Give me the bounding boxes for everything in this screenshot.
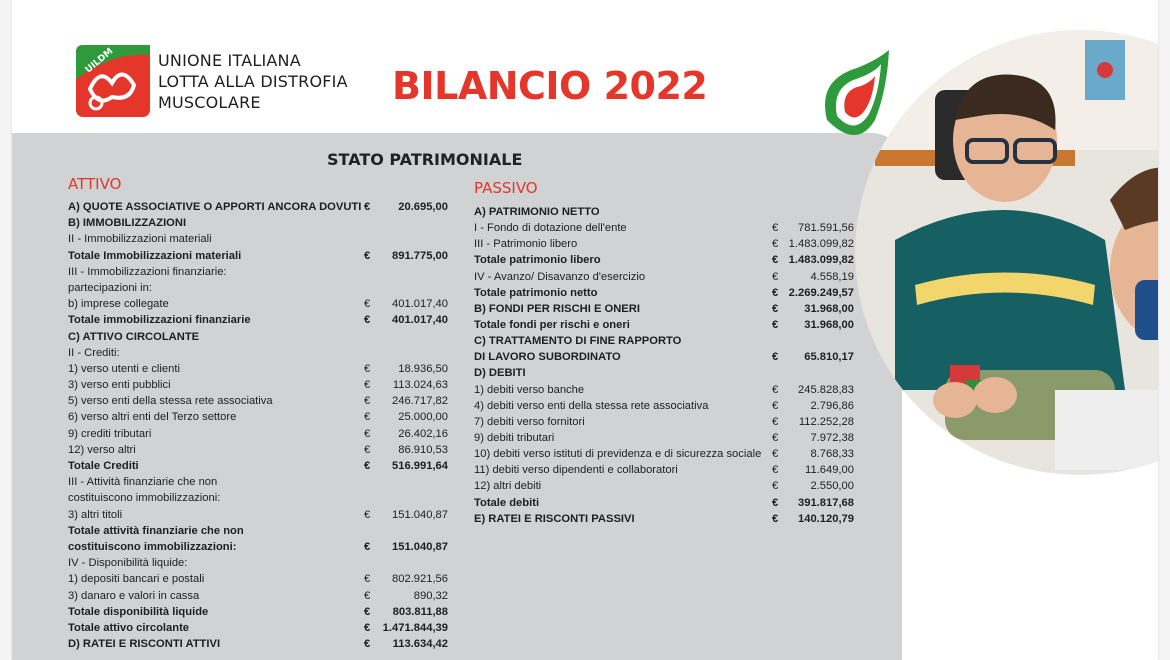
attivo-row-amount: 151.040,87 — [392, 508, 448, 521]
document-title: BILANCIO 2022 — [392, 64, 708, 108]
passivo-row-amount: 1.483.099,82 — [788, 254, 854, 267]
passivo-row-amount: 31.968,00 — [804, 318, 854, 331]
passivo-row — [474, 349, 854, 365]
attivo-row-currency: € — [364, 201, 371, 213]
attivo-row-amount: 25.000,00 — [398, 411, 448, 424]
attivo-row-amount: 1.471.844,39 — [382, 621, 448, 634]
attivo-row-amount: 113.634,42 — [392, 638, 448, 651]
passivo-row — [474, 333, 854, 349]
attivo-row-label: 3) verso enti pubblici — [68, 379, 171, 392]
passivo-row-label: A) PATRIMONIO NETTO — [474, 206, 600, 218]
uildm-logo-icon — [76, 45, 150, 117]
attivo-row — [68, 361, 448, 377]
passivo-row-amount: 7.972,38 — [810, 431, 854, 444]
passivo-row-amount: 2.269.249,57 — [788, 286, 854, 299]
attivo-row-currency: € — [364, 540, 371, 553]
passivo-row-label: Totale debiti — [474, 496, 540, 509]
attivo-row — [68, 474, 448, 490]
attivo-row-label: Totale attivo circolante — [68, 621, 190, 634]
passivo-row-amount: 112.252,28 — [798, 415, 854, 428]
attivo-row — [68, 393, 448, 409]
attivo-row-label: A) QUOTE ASSOCIATIVE O APPORTI ANCORA DOVUTI — [68, 201, 362, 213]
passivo-row-label: Totale patrimonio libero — [474, 254, 601, 267]
passivo-row — [474, 414, 854, 430]
passivo-row — [474, 446, 854, 462]
passivo-row — [474, 478, 854, 494]
attivo-row-amount: 890,32 — [413, 589, 448, 602]
passivo-row-label: DI LAVORO SUBORDINATO — [474, 351, 621, 364]
attivo-row-amount: 401.017,40 — [392, 298, 448, 311]
passivo-row-label: 7) debiti verso fornitori — [474, 415, 585, 428]
attivo-row-amount: 803.811,88 — [392, 605, 448, 618]
attivo-row-label: 9) crediti tributari — [68, 427, 152, 440]
passivo-row-label: 10) debiti verso istituti di previdenza e di sicurezza sociale — [474, 448, 762, 461]
passivo-table — [474, 204, 854, 527]
attivo-row-currency: € — [364, 427, 371, 440]
passivo-row-label: 9) debiti tributari — [474, 431, 555, 444]
passivo-row-currency: € — [772, 254, 779, 267]
passivo-row — [474, 285, 854, 301]
attivo-row-label: costituiscono immobilizzazioni: — [68, 492, 221, 505]
attivo-row-label: 5) verso enti della stessa rete associativa — [68, 395, 273, 408]
passivo-row-label: Totale patrimonio netto — [474, 286, 598, 299]
attivo-row-label: 12) verso altri — [68, 443, 136, 456]
attivo-row — [68, 555, 448, 571]
section-title: STATO PATRIMONIALE — [327, 150, 523, 169]
attivo-row-currency: € — [364, 605, 371, 618]
attivo-row-amount: 891.775,00 — [392, 249, 448, 262]
passivo-row-currency: € — [772, 431, 779, 444]
passivo-row — [474, 365, 854, 381]
attivo-row-label: Totale Immobilizzazioni materiali — [68, 249, 242, 262]
attivo-row-label: b) imprese collegate — [68, 298, 169, 311]
attivo-row — [68, 329, 448, 345]
attivo-row — [68, 620, 448, 636]
attivo-row-label: III - Immobilizzazioni finanziarie: — [68, 265, 227, 278]
passivo-row-label: IV - Avanzo/ Disavanzo d'esercizio — [474, 270, 646, 283]
attivo-row-currency: € — [364, 411, 371, 424]
attivo-row-amount: 401.017,40 — [392, 314, 448, 327]
passivo-row-currency: € — [772, 351, 779, 364]
passivo-row-currency: € — [772, 383, 779, 396]
passivo-row — [474, 204, 854, 220]
passivo-row-amount: 1.483.099,82 — [788, 238, 854, 251]
passivo-row-currency: € — [772, 496, 779, 509]
passivo-row-amount: 2.550,00 — [810, 480, 854, 493]
passivo-row-currency: € — [772, 399, 779, 412]
passivo-row — [474, 301, 854, 317]
attivo-row-amount: 802.921,56 — [392, 573, 448, 586]
attivo-row — [68, 523, 448, 539]
attivo-row-amount: 20.695,00 — [398, 201, 448, 213]
attivo-row — [68, 507, 448, 523]
attivo-row — [68, 280, 448, 296]
leaf-emblem-icon — [817, 50, 899, 150]
attivo-row-currency: € — [364, 443, 371, 456]
passivo-row-currency: € — [772, 318, 779, 331]
passivo-row — [474, 511, 854, 527]
passivo-row — [474, 269, 854, 285]
attivo-row-currency: € — [364, 314, 371, 327]
attivo-row — [68, 296, 448, 312]
document-page — [12, 0, 1158, 660]
attivo-row-currency: € — [364, 621, 371, 634]
passivo-row-amount: 31.968,00 — [804, 302, 854, 315]
attivo-row-currency: € — [364, 379, 371, 392]
attivo-row — [68, 458, 448, 474]
passivo-row-amount: 2.796,86 — [810, 399, 854, 412]
attivo-row-label: II - Crediti: — [68, 346, 120, 359]
attivo-row-label: III - Attività finanziarie che non — [68, 476, 218, 489]
passivo-row-amount: 245.828,83 — [798, 383, 854, 396]
passivo-row-label: Totale fondi per rischi e oneri — [474, 318, 630, 331]
passivo-row-amount: 65.810,17 — [804, 351, 854, 364]
passivo-row — [474, 398, 854, 414]
passivo-row-currency: € — [772, 302, 779, 315]
attivo-row — [68, 604, 448, 620]
attivo-row — [68, 215, 448, 231]
attivo-row-label: B) IMMOBILIZZAZIONI — [68, 217, 187, 230]
passivo-row-label: E) RATEI E RISCONTI PASSIVI — [474, 512, 635, 525]
passivo-row-currency: € — [772, 464, 779, 477]
attivo-row — [68, 377, 448, 393]
attivo-row-label: 3) danaro e valori in cassa — [68, 589, 200, 602]
attivo-table — [68, 199, 448, 652]
attivo-row-currency: € — [364, 395, 371, 408]
attivo-row-amount: 86.910,53 — [398, 443, 448, 456]
attivo-row — [68, 442, 448, 458]
attivo-row — [68, 426, 448, 442]
passivo-row-currency: € — [772, 448, 779, 461]
attivo-row-currency: € — [364, 362, 371, 375]
attivo-row — [68, 539, 448, 555]
attivo-row — [68, 409, 448, 425]
attivo-row-currency: € — [364, 508, 371, 521]
passivo-row — [474, 236, 854, 252]
attivo-row — [68, 571, 448, 587]
attivo-row-amount: 246.717,82 — [392, 395, 448, 408]
attivo-row-amount: 26.402,16 — [398, 427, 448, 440]
attivo-row-currency: € — [364, 589, 371, 602]
attivo-row — [68, 636, 448, 652]
passivo-row-label: C) TRATTAMENTO DI FINE RAPPORTO — [474, 335, 682, 348]
attivo-row-label: II - Immobilizzazioni materiali — [68, 233, 212, 246]
passivo-row — [474, 382, 854, 398]
passivo-row-label: I - Fondo di dotazione dell'ente — [474, 222, 627, 235]
attivo-heading: ATTIVO — [68, 175, 122, 193]
passivo-row-label: III - Patrimonio libero — [474, 238, 578, 251]
passivo-row — [474, 495, 854, 511]
attivo-row-currency: € — [364, 460, 371, 472]
attivo-row-currency: € — [364, 573, 371, 586]
attivo-row-amount: 151.040,87 — [392, 540, 448, 553]
passivo-row — [474, 252, 854, 268]
passivo-row-currency: € — [772, 238, 779, 251]
passivo-row-label: D) DEBITI — [474, 367, 526, 380]
org-name-line-3: MUSCOLARE — [158, 93, 261, 112]
passivo-row — [474, 317, 854, 333]
attivo-row-label: Totale Crediti — [68, 460, 139, 472]
passivo-row — [474, 462, 854, 478]
passivo-row-amount: 4.558,19 — [810, 270, 854, 283]
attivo-row-currency: € — [364, 638, 371, 651]
attivo-row — [68, 264, 448, 280]
attivo-row-amount: 113.024,63 — [392, 379, 448, 392]
passivo-row-currency: € — [772, 480, 779, 493]
attivo-row-label: 6) verso altri enti del Terzo settore — [68, 411, 237, 424]
attivo-row-label: costituiscono immobilizzazioni: — [68, 540, 237, 553]
attivo-row-label: 3) altri titoli — [68, 508, 123, 521]
passivo-row-label: 4) debiti verso enti della stessa rete associativa — [474, 399, 709, 412]
passivo-row-currency: € — [772, 512, 779, 525]
attivo-row-label: C) ATTIVO CIRCOLANTE — [68, 330, 200, 343]
attivo-row — [68, 345, 448, 361]
attivo-row — [68, 199, 448, 215]
passivo-row-currency: € — [772, 415, 779, 428]
passivo-row-currency: € — [772, 222, 779, 235]
attivo-row — [68, 248, 448, 264]
passivo-row-amount: 391.817,68 — [798, 496, 854, 509]
attivo-row-amount: 18.936,50 — [398, 362, 448, 375]
passivo-row — [474, 430, 854, 446]
attivo-row-label: 1) depositi bancari e postali — [68, 573, 205, 586]
passivo-row-label: 12) altri debiti — [474, 480, 542, 493]
passivo-row-amount: 8.768,33 — [810, 448, 854, 461]
organization-name — [158, 50, 348, 113]
logo-text: UILDM — [83, 46, 116, 76]
passivo-row-amount: 11.649,00 — [805, 464, 854, 477]
passivo-row-amount: 140.120,79 — [798, 512, 854, 525]
attivo-row — [68, 231, 448, 247]
attivo-row — [68, 588, 448, 604]
attivo-row-amount: 516.991,64 — [392, 460, 448, 472]
attivo-row-label: Totale disponibilità liquide — [68, 605, 209, 618]
attivo-row — [68, 312, 448, 328]
passivo-row-label: 1) debiti verso banche — [474, 383, 585, 396]
attivo-row-label: Totale attività finanziarie che non — [68, 524, 244, 537]
org-name-line-2: LOTTA ALLA DISTROFIA — [158, 72, 348, 91]
attivo-row-currency: € — [364, 249, 371, 262]
attivo-row-label: 1) verso utenti e clienti — [68, 362, 180, 375]
attivo-row-label: IV - Disponibilità liquide: — [68, 557, 188, 570]
passivo-heading: PASSIVO — [474, 179, 538, 197]
passivo-row-currency: € — [772, 270, 779, 283]
attivo-row-label: Totale immobilizzazioni finanziarie — [68, 314, 251, 327]
attivo-row-label: partecipazioni in: — [68, 281, 152, 294]
attivo-row-label: D) RATEI E RISCONTI ATTIVI — [68, 638, 221, 651]
attivo-row — [68, 490, 448, 506]
org-name-line-1: UNIONE ITALIANA — [158, 51, 301, 70]
passivo-row-label: 11) debiti verso dipendenti e collaboratori — [474, 464, 678, 477]
attivo-row-currency: € — [364, 298, 371, 311]
passivo-row — [474, 220, 854, 236]
passivo-row-amount: 781.591,56 — [798, 222, 854, 235]
passivo-row-currency: € — [772, 286, 779, 299]
passivo-row-label: B) FONDI PER RISCHI E ONERI — [474, 302, 640, 315]
